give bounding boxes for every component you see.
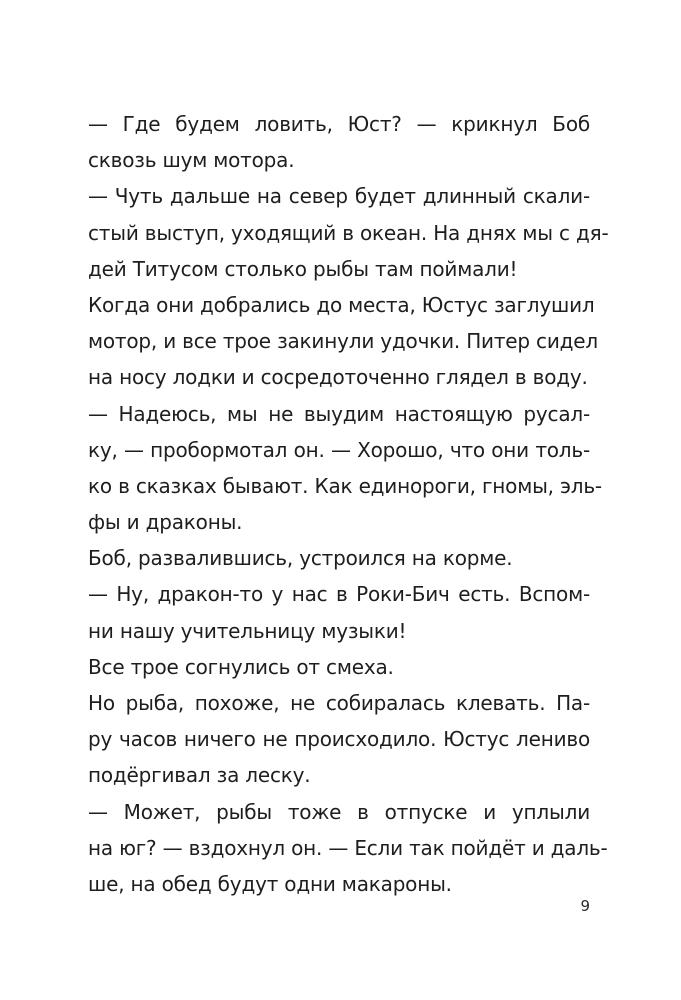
text-line: Когда они добрались до места, Юстус заглушил [88,292,595,317]
text-line: — Надеюсь, мы не выудим настоящую русал- [88,401,590,426]
text-line: — Может, рыбы тоже в отпуске и уплыли [88,799,590,824]
text-line: ку, — пробормотал он. — Хорошо, что они толь- [88,437,590,462]
body-text [88,106,609,902]
text-line: — Чуть дальше на север будет длинный скали- [88,184,590,209]
text-line: — Где будем ловить, Юст? — крикнул Боб [88,112,590,136]
text-line: стый выступ, уходящий в океан. На днях мы с дя- [88,220,609,245]
text-line: Но рыба, похоже, не собиралась клевать. Па- [88,691,590,715]
text-line: ко в сказках бывают. Как единороги, гномы, эль- [88,473,602,498]
text-line: дей Титусом столько рыбы там поймали! [88,256,518,281]
text-line: подёргивал за леску. [88,763,311,788]
text-line: — Ну, дракон-то у нас в Роки-Бич есть. Вспом- [88,582,590,607]
text-line: ру часов ничего не происходило. Юстус лениво [88,727,590,752]
page-number: 9 [580,897,590,915]
text-line: фы и драконы. [88,510,243,535]
text-line: мотор, и все трое закинули удочки. Питер сидел [88,329,598,354]
text-line: Боб, развалившись, устроился на корме. [88,546,513,571]
text-line: сквозь шум мотора. [88,148,295,173]
text-line: на носу лодки и сосредоточенно глядел в воду. [88,365,588,390]
text-line: ше, на обед будут одни макароны. [88,871,452,896]
text-line: Все трое согнулись от смеха. [88,654,394,679]
text-line: на юг? — вздохнул он. — Если так пойдёт и даль- [88,835,608,860]
text-line: ни нашу учительницу музыки! [88,618,407,643]
